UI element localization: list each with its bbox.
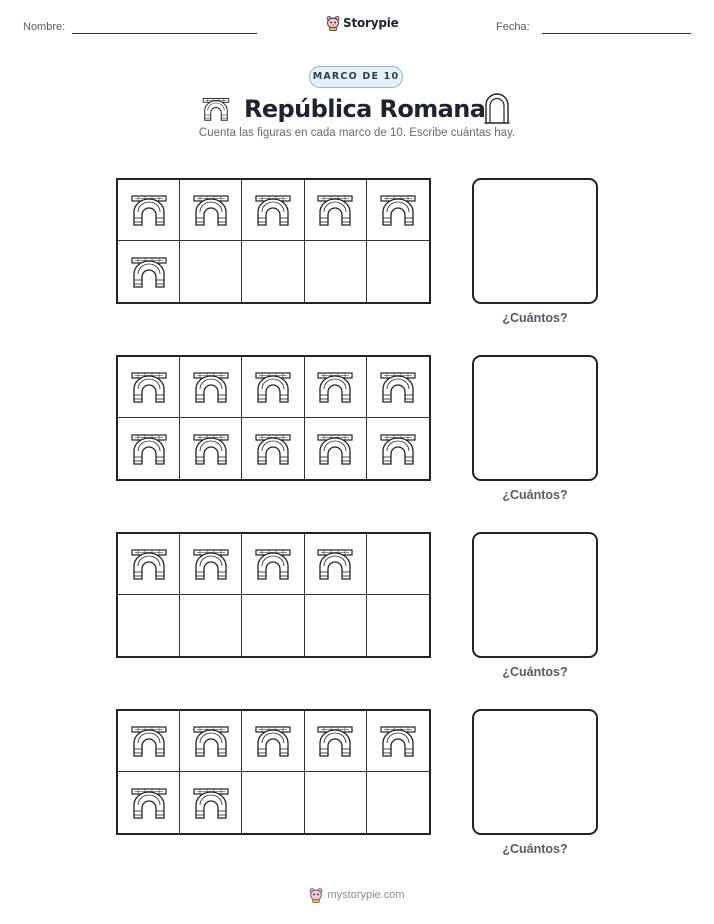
answer-label-4: ¿Cuántos? — [502, 842, 568, 856]
date-label: Fecha: — [496, 21, 530, 33]
answer-box-2[interactable] — [472, 355, 598, 481]
footer-url: mystorypie.com — [327, 889, 405, 901]
ten-frame-2 — [116, 355, 431, 481]
frame-cell-empty — [180, 241, 242, 302]
frame-cell-empty — [367, 534, 429, 595]
frame-cell-empty — [242, 595, 304, 656]
roman-arch-icon — [317, 548, 353, 580]
roman-arch-icon — [202, 97, 230, 121]
answer-label-2: ¿Cuántos? — [502, 488, 568, 502]
doorway-arch-icon — [484, 92, 510, 124]
roman-arch-icon — [255, 548, 291, 580]
frame-cell-empty — [305, 772, 367, 833]
frame-cell-filled — [118, 418, 180, 479]
roman-arch-icon — [131, 787, 167, 819]
frame-cell-filled — [242, 357, 304, 418]
frame-cell-empty — [367, 595, 429, 656]
worksheet-header — [0, 0, 714, 50]
roman-arch-icon — [131, 256, 167, 288]
frame-cell-filled — [305, 418, 367, 479]
section-badge: MARCO DE 10 — [309, 66, 403, 88]
frame-cell-filled — [367, 180, 429, 241]
answer-box-4[interactable] — [472, 709, 598, 835]
roman-arch-icon — [255, 194, 291, 226]
frame-cell-filled — [242, 418, 304, 479]
roman-arch-icon — [131, 548, 167, 580]
frame-cell-empty — [118, 595, 180, 656]
frame-cell-filled — [180, 418, 242, 479]
frame-cell-filled — [118, 357, 180, 418]
title-row — [0, 92, 714, 126]
answer-box-1[interactable] — [472, 178, 598, 304]
instructions: Cuenta las figuras en cada marco de 10. Escribe cuántas hay. — [198, 127, 516, 139]
roman-arch-icon — [131, 433, 167, 465]
roman-arch-icon — [380, 725, 416, 757]
frame-cell-filled — [180, 534, 242, 595]
frame-cell-filled — [367, 418, 429, 479]
frame-cell-empty — [242, 772, 304, 833]
frame-cell-filled — [180, 357, 242, 418]
frame-cell-filled — [118, 772, 180, 833]
frame-cell-empty — [242, 241, 304, 302]
frame-cell-filled — [180, 180, 242, 241]
roman-arch-icon — [131, 194, 167, 226]
frame-cell-empty — [305, 241, 367, 302]
frame-cell-filled — [180, 711, 242, 772]
frame-cell-filled — [242, 711, 304, 772]
roman-arch-icon — [131, 725, 167, 757]
ten-frame-4 — [116, 709, 431, 835]
name-line — [72, 33, 257, 34]
storypie-mascot-icon — [326, 15, 340, 31]
answer-label-1: ¿Cuántos? — [502, 311, 568, 325]
roman-arch-icon — [317, 194, 353, 226]
frame-cell-filled — [118, 241, 180, 302]
roman-arch-icon — [255, 433, 291, 465]
frame-cell-filled — [118, 180, 180, 241]
page-title: República Romana — [244, 95, 486, 123]
date-line — [542, 33, 691, 34]
roman-arch-icon — [255, 371, 291, 403]
answer-box-3[interactable] — [472, 532, 598, 658]
storypie-mascot-icon — [309, 887, 323, 903]
frame-cell-filled — [305, 357, 367, 418]
roman-arch-icon — [380, 371, 416, 403]
frame-cell-filled — [305, 180, 367, 241]
roman-arch-icon — [317, 725, 353, 757]
frame-cell-filled — [305, 534, 367, 595]
roman-arch-icon — [380, 433, 416, 465]
roman-arch-icon — [193, 548, 229, 580]
frame-cell-filled — [242, 534, 304, 595]
roman-arch-icon — [193, 725, 229, 757]
frame-cell-empty — [367, 241, 429, 302]
roman-arch-icon — [255, 725, 291, 757]
roman-arch-icon — [131, 371, 167, 403]
roman-arch-icon — [380, 194, 416, 226]
roman-arch-icon — [317, 433, 353, 465]
frame-cell-filled — [242, 180, 304, 241]
frame-cell-filled — [367, 711, 429, 772]
ten-frame-1 — [116, 178, 431, 304]
footer — [0, 884, 714, 906]
brand-name: Storypie — [343, 16, 399, 30]
roman-arch-icon — [193, 787, 229, 819]
frame-cell-filled — [180, 772, 242, 833]
frame-cell-empty — [367, 772, 429, 833]
frame-cell-filled — [118, 711, 180, 772]
ten-frame-3 — [116, 532, 431, 658]
frame-cell-filled — [305, 711, 367, 772]
frame-cell-filled — [367, 357, 429, 418]
roman-arch-icon — [317, 371, 353, 403]
frame-cell-filled — [118, 534, 180, 595]
brand-logo — [326, 13, 399, 33]
roman-arch-icon — [193, 433, 229, 465]
frame-cell-empty — [180, 595, 242, 656]
roman-arch-icon — [193, 194, 229, 226]
name-label: Nombre: — [23, 21, 66, 33]
frame-cell-empty — [305, 595, 367, 656]
roman-arch-icon — [193, 371, 229, 403]
answer-label-3: ¿Cuántos? — [502, 665, 568, 679]
